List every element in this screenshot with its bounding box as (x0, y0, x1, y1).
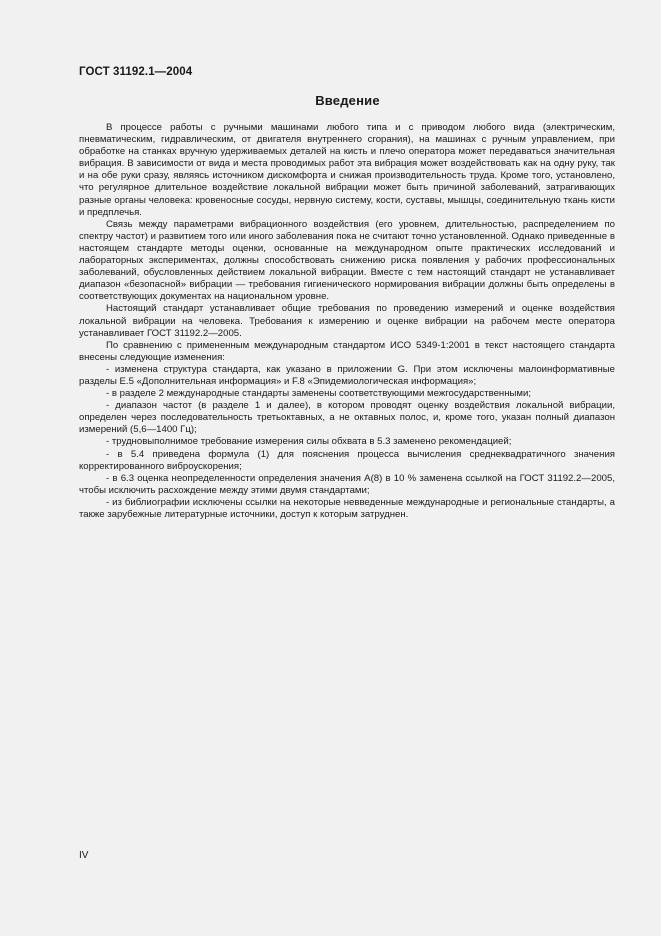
list-item: - в 5.4 приведена формула (1) для пояснения процесса вычисления среднеквадратичного значения корректированного виброускорения; (79, 448, 615, 472)
list-item: - в разделе 2 международные стандарты заменены соответствующими межгосударственными; (106, 388, 532, 400)
paragraph: По сравнению с примененным международным стандартом ИСО 5349-1:2001 в текст настоящего стандарта внесены следующие изменения: (79, 339, 615, 363)
paragraph: Настоящий стандарт устанавливает общие требования по проведению измерений и оценке воздействия локальной вибрации на человека. Требования к измерению и оценке вибрации на рабочем месте оператора устанавливает ГОСТ 31192.2—2005. (79, 303, 615, 339)
body-text (79, 122, 615, 521)
paragraph: В процессе работы с ручными машинами любого типа и с приводом любого вида (электрическим, пневматическим, гидравлическим, от двигателя внутреннего сгорания), на машинах с ручным управлением, при обработке на станках вручную удерживаемых деталей на кисть и плечо оператора может передаваться значительная вибрация. В зависимости от вида и места проводимых работ эта вибрация может воздействовать как на одну руку, так и на обе руки сразу, являясь источником дискомфорта и снижая производительность труда. Кроме того, установлено, что регулярное длительное воздействие локальной вибрации может быть причиной заболеваний, затрагивающих разные органы человека: кровеносные сосуды, нервную систему, кости, суставы, мышцы, соединительную ткань кисти и предплечья. (79, 122, 615, 218)
paragraph: Связь между параметрами вибрационного воздействия (его уровнем, длительностью, распределением по спектру частот) и развитием того или иного заболевания пока не считают точно установленной. Однако приведенные в настоящем стандарте методы оценки, основанные на международном опыте практических исследований и лабораторных экспериментах, должны способствовать снижению риска появления у рабочих профессиональных заболеваний, обусловленных действием локальной вибрации. Вместе с тем настоящий стандарт не устанавливает диапазон «безопасной» вибрации — требования гигиенического нормирования вибрации должны быть определены в соответствующих документах на национальном уровне. (79, 218, 615, 303)
list-item: - диапазон частот (в разделе 1 и далее), в котором проводят оценку воздействия локальной вибрации, определен через последовательность третьоктавных, а не октавных полос, и, кроме того, указан полный диапазон измерений (5,6—1400 Гц); (79, 400, 615, 436)
list-item: - из библиографии исключены ссылки на некоторые невведенные международные и региональные стандарты, а также зарубежные литературные источники, доступ к которым затруднен. (79, 496, 615, 520)
list-item: - в 6.3 оценка неопределенности определения значения A(8) в 10 % заменена ссылкой на ГОСТ 31192.2—2005, чтобы исключить расхождение между этими двумя стандартами; (79, 472, 615, 496)
page-number: IV (79, 850, 89, 861)
list-item: - изменена структура стандарта, как указано в приложении G. При этом исключены малоинформативные разделы E.5 «Дополнительная информация» и F.8 «Эпидемиологическая информация»; (79, 363, 615, 387)
document-header: ГОСТ 31192.1—2004 (79, 66, 193, 78)
list-item: - трудновыполнимое требование измерения силы обхвата в 5.3 заменено рекомендацией; (106, 436, 512, 448)
section-title: Введение (315, 93, 380, 108)
